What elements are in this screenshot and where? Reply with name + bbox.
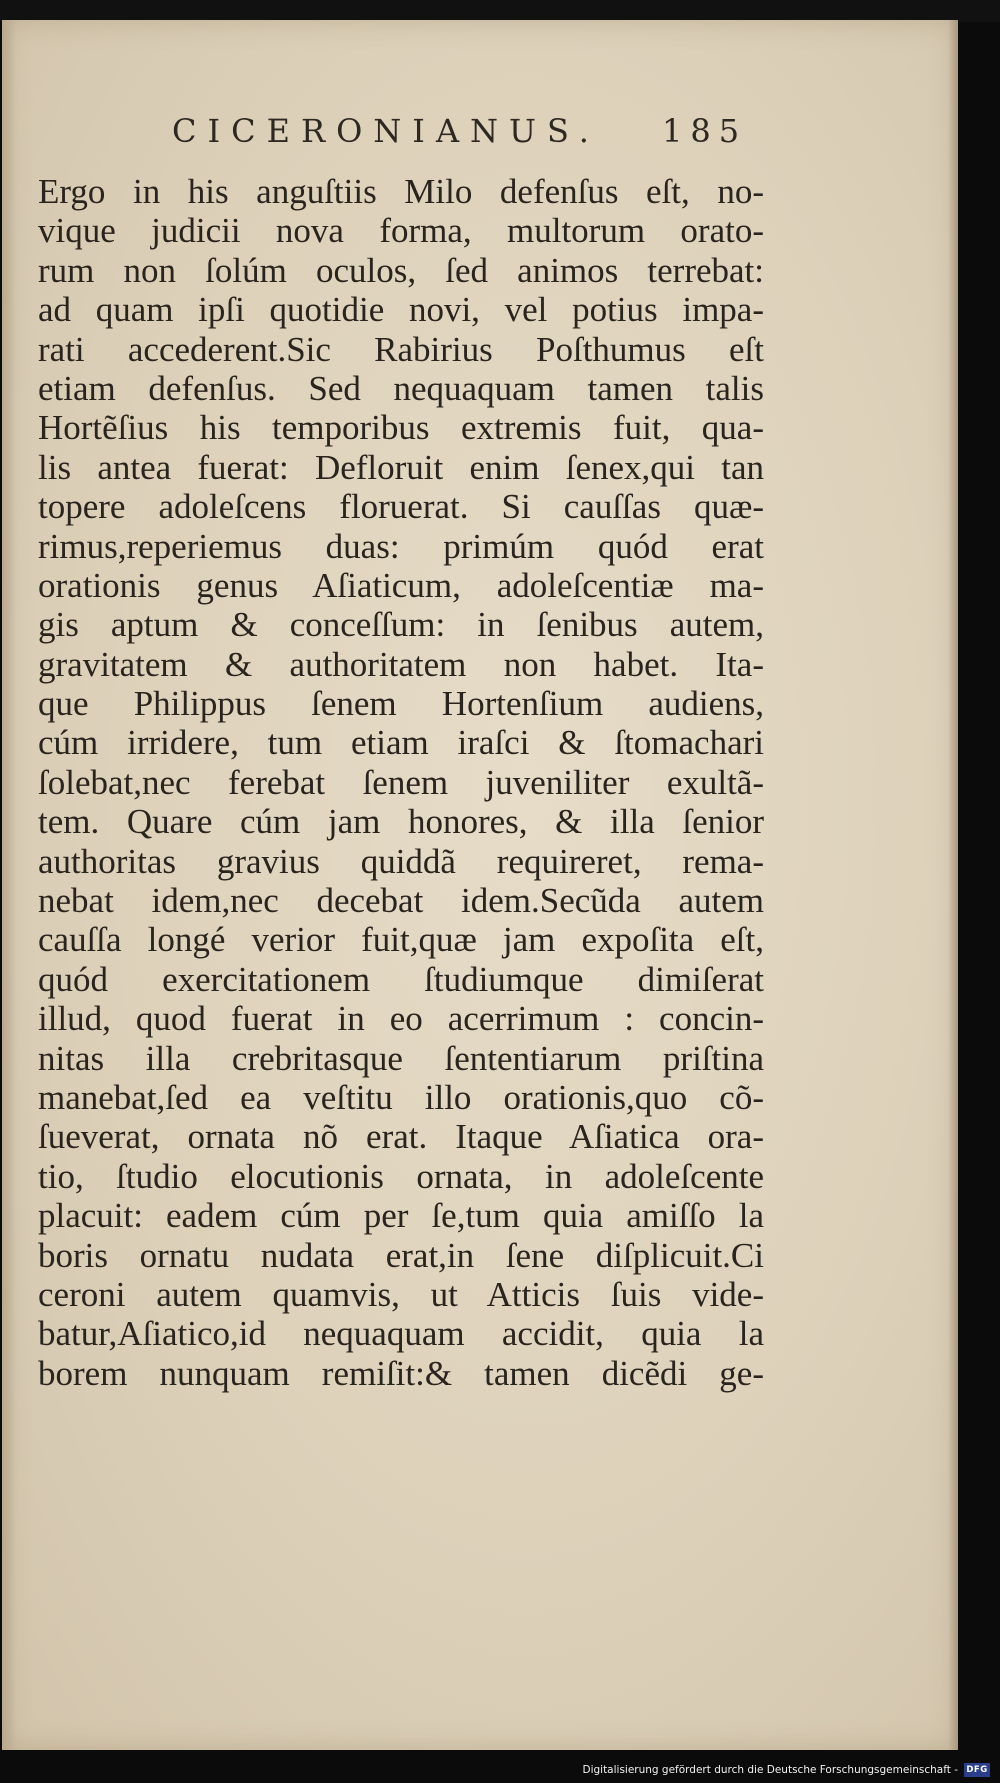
- text-line: illud, quod fuerat in eo acerrimum : concin-: [38, 999, 764, 1039]
- text-line: gis aptum & conceſſum: in ſenibus autem,: [38, 605, 764, 645]
- text-line: batur,Aſiatico,id nequaquam accidit, quia la: [38, 1314, 764, 1354]
- funding-credit: Digitalisierung gefördert durch die Deutsche Forschungsgemeinschaft -: [582, 1764, 958, 1776]
- text-line: etiam defenſus. Sed nequaquam tamen talis: [38, 368, 764, 408]
- running-head: [2, 112, 958, 162]
- text-line: nebat idem,nec decebat idem.Secũda autem: [38, 881, 764, 921]
- text-line: topere adoleſcens floruerat. Si cauſſas quæ-: [38, 487, 764, 527]
- page-edge-shadow: [948, 20, 958, 1750]
- text-line: ſueverat, ornata nõ erat. Itaque Aſiatica ora-: [38, 1117, 764, 1157]
- text-line: ad quam ipſi quotidie novi, vel potius impa-: [38, 290, 764, 330]
- text-line: placuit: eadem cúm per ſe,tum quia amiſſo la: [38, 1196, 764, 1236]
- text-line: ſolebat,nec ferebat ſenem juveniliter exultã-: [38, 762, 764, 802]
- text-line: tio, ſtudio elocutionis ornata, in adoleſcente: [38, 1156, 764, 1196]
- text-line: boris ornatu nudata erat,in ſene diſplicuit.Ci: [38, 1235, 764, 1275]
- running-title: CICERONIANUS.: [172, 112, 600, 150]
- text-line: manebat,ſed ea veſtitu illo orationis,quo cõ-: [38, 1077, 764, 1117]
- text-line: authoritas gravius quiddã requireret, rema-: [38, 841, 764, 881]
- text-line: Hortẽſius his temporibus extremis fuit, qua-: [38, 408, 764, 448]
- text-line: rum non ſolúm oculos, ſed animos terrebat:: [38, 250, 764, 290]
- page-gutter-shadow: [2, 20, 16, 1750]
- text-line: gravitatem & authoritatem non habet. Ita-: [38, 644, 764, 684]
- text-line: cúm irridere, tum etiam iraſci & ſtomachari: [38, 723, 764, 763]
- text-line: rati accederent.Sic Rabirius Poſthumus eſt: [38, 329, 764, 369]
- text-line: que Philippus ſenem Hortenſium audiens,: [38, 684, 764, 724]
- body-text: [38, 172, 764, 1393]
- text-line: vique judicii nova forma, multorum orato-: [38, 211, 764, 251]
- text-line: orationis genus Aſiaticum, adoleſcentiæ ma-: [38, 565, 764, 605]
- text-line: lis antea fuerat: Defloruit enim ſenex,qui tan: [38, 447, 764, 487]
- text-line: borem nunquam remiſit:& tamen dicẽdi ge-: [38, 1353, 764, 1393]
- text-line: quód exercitationem ſtudiumque dimiſerat: [38, 959, 764, 999]
- text-line: Ergo in his anguſtiis Milo defenſus eſt, no-: [38, 172, 764, 211]
- digitization-footer: [0, 1760, 1000, 1783]
- scan-top-border: [0, 0, 1000, 22]
- page-number: 185: [662, 112, 748, 150]
- text-line: rimus,reperiemus duas: primúm quód erat: [38, 526, 764, 566]
- text-line: cauſſa longé verior fuit,quæ jam expoſita eſt,: [38, 920, 764, 960]
- dfg-logo: DFG: [964, 1763, 990, 1777]
- text-line: ceroni autem quamvis, ut Atticis ſuis vide-: [38, 1274, 764, 1314]
- book-page: [2, 20, 958, 1750]
- text-line: tem. Quare cúm jam honores, & illa ſenior: [38, 802, 764, 842]
- text-line: nitas illa crebritasque ſententiarum priſtina: [38, 1038, 764, 1078]
